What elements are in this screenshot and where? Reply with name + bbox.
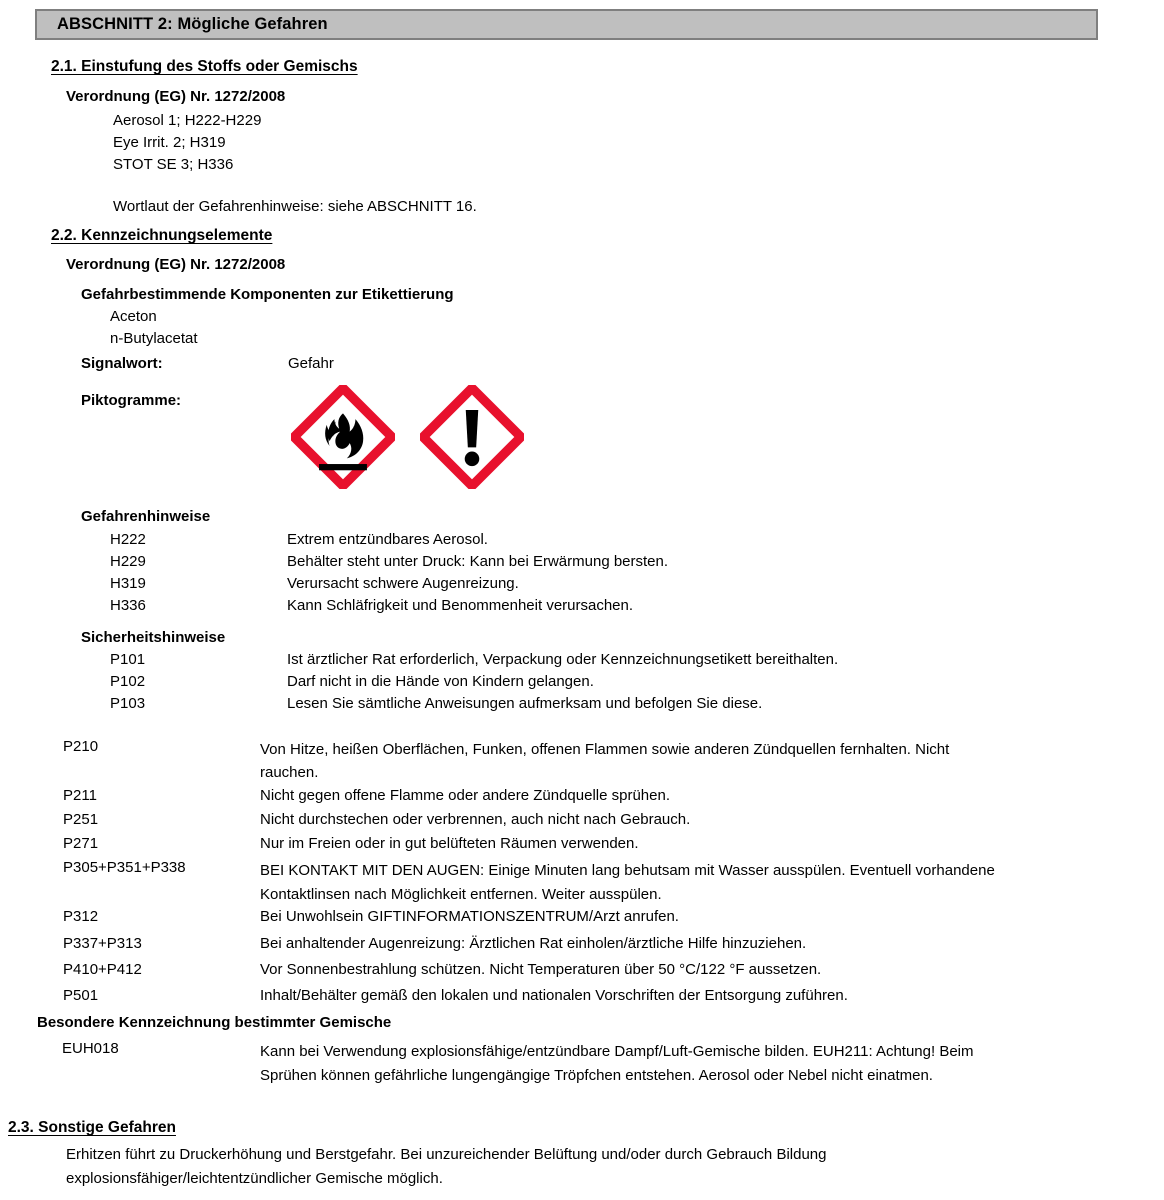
hazard-statement-text-0: Extrem entzündbares Aerosol. (287, 531, 488, 548)
precautionary-text-p410-p412: Vor Sonnenbestrahlung schützen. Nicht Temperaturen über 50 °C/122 °F aussetzen. (260, 961, 822, 978)
precautionary-code-p101: P101 (110, 651, 146, 668)
classification-item-0: Aerosol 1; H222-H229 (113, 112, 262, 129)
hazard-statement-code-0: H222 (110, 531, 146, 548)
flame-pictogram (291, 385, 395, 489)
pictograms-container (291, 385, 524, 489)
precautionary-text-p337-p313: Bei anhaltender Augenreizung: Ärztlichen Rat einholen/ärztliche Hilfe hinzuziehen. (260, 935, 807, 952)
precautionary-code-p210: P210 (63, 738, 99, 755)
subsection-2-3-heading: 2.3. Sonstige Gefahren (8, 1119, 176, 1136)
precautionary-text-p101: Ist ärztlicher Rat erforderlich, Verpackung oder Kennzeichnungsetikett bereithalten. (287, 651, 839, 668)
signal-word-value: Gefahr (288, 355, 334, 372)
hazard-statement-code-2: H319 (110, 575, 146, 592)
precautionary-code-p251: P251 (63, 811, 99, 828)
hazardous-component-1: n-Butylacetat (110, 330, 198, 347)
signal-word-label: Signalwort: (81, 355, 163, 372)
precautionary-code-p271: P271 (63, 835, 99, 852)
precautionary-text-p312: Bei Unwohlsein GIFTINFORMATIONSZENTRUM/Arzt anrufen. (260, 908, 679, 925)
subsection-2-3-body: Erhitzen führt zu Druckerhöhung und Berstgefahr. Bei unzureichender Belüftung und/oder durch Gebrauch Bildung explosionsfähiger/leichtentzündlicher Gemische möglich. (66, 1146, 827, 1187)
section-header-title: ABSCHNITT 2: Mögliche Gefahren (57, 15, 328, 33)
hazard-statements-heading: Gefahrenhinweise (81, 508, 211, 525)
precautionary-text-p103: Lesen Sie sämtliche Anweisungen aufmerksam und befolgen Sie diese. (287, 695, 763, 712)
precautionary-code-p337-p313: P337+P313 (63, 935, 142, 952)
hazard-statement-code-1: H229 (110, 553, 146, 570)
precautionary-code-p312: P312 (63, 908, 99, 925)
hazard-statement-code-3: H336 (110, 597, 146, 614)
exclamation-mark-pictogram (420, 385, 524, 489)
subsection-2-1-heading: 2.1. Einstufung des Stoffs oder Gemischs (51, 58, 358, 75)
precautionary-code-p211: P211 (63, 787, 97, 804)
section-header-bar (35, 9, 1098, 40)
precautionary-text-p211: Nicht gegen offene Flamme oder andere Zündquelle sprühen. (260, 787, 670, 804)
hazard-statement-text-3: Kann Schläfrigkeit und Benommenheit verursachen. (287, 597, 634, 614)
hazard-statement-text-1: Behälter steht unter Druck: Kann bei Erwärmung bersten. (287, 553, 669, 570)
precautionary-text-p210: Von Hitze, heißen Oberflächen, Funken, offenen Flammen sowie anderen Zündquellen fernhalten. Nicht rauchen. (260, 741, 950, 781)
hazard-statement-text-2: Verursacht schwere Augenreizung. (287, 575, 519, 592)
subsection-2-2-regulation: Verordnung (EG) Nr. 1272/2008 (66, 256, 286, 273)
special-labelling-heading: Besondere Kennzeichnung bestimmter Gemische (37, 1014, 392, 1031)
subsection-2-2-heading: 2.2. Kennzeichnungselemente (51, 227, 273, 244)
hazardous-components-heading: Gefahrbestimmende Komponenten zur Etikettierung (81, 286, 454, 303)
precautionary-code-p102: P102 (110, 673, 146, 690)
pictograms-label: Piktogramme: (81, 392, 182, 409)
precautionary-text-p251: Nicht durchstechen oder verbrennen, auch nicht nach Gebrauch. (260, 811, 691, 828)
precautionary-text-p271: Nur im Freien oder in gut belüfteten Räumen verwenden. (260, 835, 639, 852)
precautionary-statements-heading: Sicherheitshinweise (81, 629, 226, 646)
hazardous-component-0: Aceton (110, 308, 157, 325)
precautionary-text-p102: Darf nicht in die Hände von Kindern gelangen. (287, 673, 594, 690)
classification-item-2: STOT SE 3; H336 (113, 156, 234, 173)
subsection-2-1-regulation: Verordnung (EG) Nr. 1272/2008 (66, 88, 286, 105)
hazard-statements-reference-note: Wortlaut der Gefahrenhinweise: siehe ABSCHNITT 16. (113, 198, 477, 215)
special-labelling-code-euh018: EUH018 (62, 1040, 119, 1057)
precautionary-text-p305-p351-p338: BEI KONTAKT MIT DEN AUGEN: Einige Minuten lang behutsam mit Wasser ausspülen. Eventuell vorhandene Kontaktlinsen nach Möglichkeit entfernen. Weiter ausspülen. (260, 862, 995, 903)
precautionary-code-p103: P103 (110, 695, 146, 712)
precautionary-code-p501: P501 (63, 987, 99, 1004)
precautionary-code-p305-p351-p338: P305+P351+P338 (63, 859, 186, 876)
precautionary-code-p410-p412: P410+P412 (63, 961, 142, 978)
classification-item-1: Eye Irrit. 2; H319 (113, 134, 226, 151)
precautionary-text-p501: Inhalt/Behälter gemäß den lokalen und nationalen Vorschriften der Entsorgung zuführen. (260, 987, 848, 1004)
special-labelling-text-euh018: Kann bei Verwendung explosionsfähige/entzündbare Dampf/Luft-Gemische bilden. EUH211: Achtung! Beim Sprühen können gefährliche lungengängige Tröpfchen entstehen. Aerosol oder Nebel nicht einatmen. (260, 1043, 974, 1084)
